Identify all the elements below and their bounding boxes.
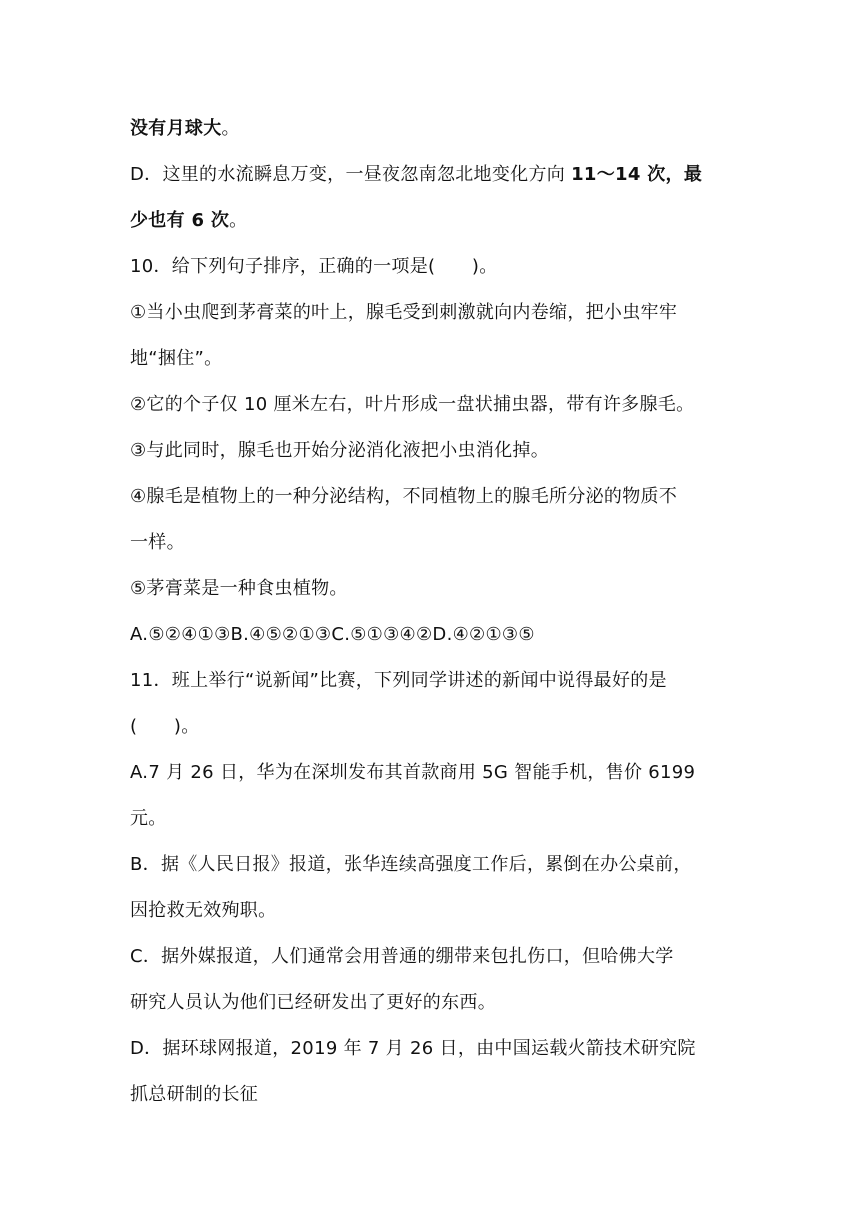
text-line xyxy=(130,198,740,244)
text-segment: 。 xyxy=(221,118,240,139)
sentence-3: ③与此同时，腺毛也开始分泌消化液把小虫消化掉。 xyxy=(130,440,550,461)
text-segment: D．这里的水流瞬息万变，一昼夜忽南忽北地变化方向 xyxy=(130,164,572,185)
question-11-stem: 11．班上举行“说新闻”比赛，下列同学讲述的新闻中说得最好的是 xyxy=(130,670,667,691)
question-10-options: A.⑤②④①③B.④⑤②①③C.⑤①③④②D.④②①③⑤ xyxy=(130,624,535,645)
option-d-cont: 抓总研制的长征 xyxy=(130,1084,259,1105)
option-b-cont: 因抢救无效殉职。 xyxy=(130,900,277,921)
sentence-4-cont: 一样。 xyxy=(130,532,185,553)
sentence-2: ②它的个子仅 10 厘米左右，叶片形成一盘状捕虫器，带有许多腺毛。 xyxy=(130,394,695,415)
option-c: C．据外媒报道，人们通常会用普通的绷带来包扎伤口，但哈佛大学 xyxy=(130,946,674,967)
option-d: D．据环球网报道，2019 年 7 月 26 日，由中国运载火箭技术研究院 xyxy=(130,1038,696,1059)
sentence-1-cont: 地“捆住”。 xyxy=(130,348,223,369)
document-page xyxy=(130,106,740,1118)
sentence-1: ①当小虫爬到茅膏菜的叶上，腺毛受到刺激就向内卷缩，把小虫牢牢 xyxy=(130,302,678,323)
bold-text: 少也有 6 次 xyxy=(130,210,230,231)
text-segment: 。 xyxy=(229,210,248,231)
option-d-line xyxy=(130,152,740,198)
bold-text: 11～14 次，最 xyxy=(571,164,703,185)
option-c-cont: 研究人员认为他们已经研发出了更好的东西。 xyxy=(130,992,496,1013)
bold-text: 没有月球大 xyxy=(130,118,222,139)
sentence-5: ⑤茅膏菜是一种食虫植物。 xyxy=(130,578,348,599)
question-11-stem-cont: ( )。 xyxy=(130,716,200,737)
option-a-cont: 元。 xyxy=(130,808,167,829)
option-a: A.7 月 26 日，华为在深圳发布其首款商用 5G 智能手机，售价 6199 xyxy=(130,762,696,783)
text-line xyxy=(130,106,740,152)
question-10-stem: 10．给下列句子排序，正确的一项是( )。 xyxy=(130,256,498,277)
option-b: B．据《人民日报》报道，张华连续高强度工作后，累倒在办公桌前， xyxy=(130,854,692,875)
sentence-4: ④腺毛是植物上的一种分泌结构，不同植物上的腺毛所分泌的物质不 xyxy=(130,486,678,507)
